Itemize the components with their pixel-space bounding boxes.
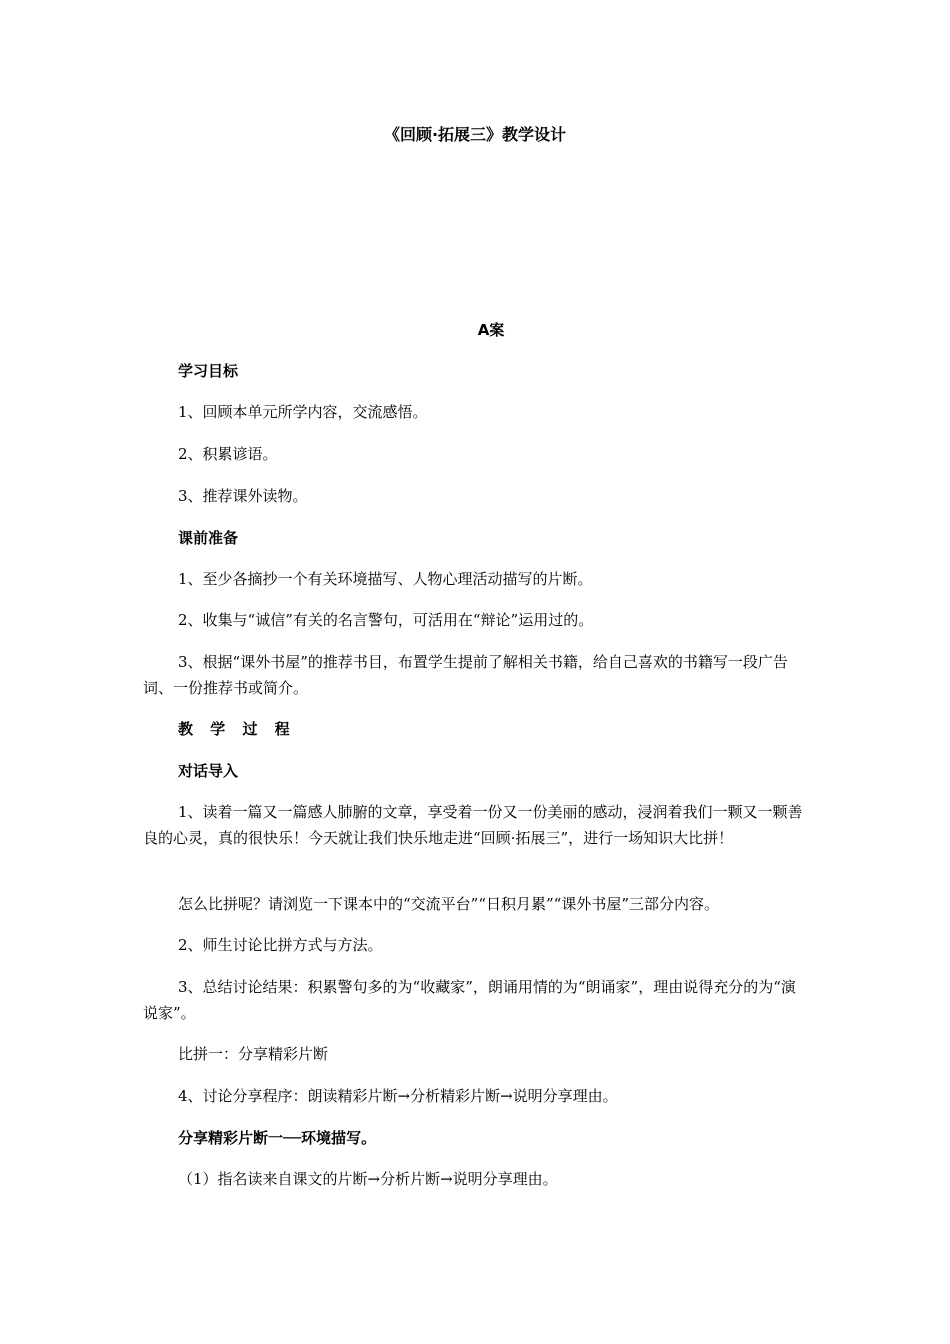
- intro-heading: 对话导入: [178, 762, 239, 780]
- goal-item: 2、积累谚语。: [178, 445, 278, 463]
- intro-paragraph: 2、师生讨论比拼方式与方法。: [178, 936, 383, 954]
- document-title: 《回顾·拓展三》教学设计: [383, 125, 567, 144]
- case-label: A案: [477, 321, 505, 339]
- intro-paragraph: 4、讨论分享程序：朗读精彩片断→分析精彩片断→说明分享理由。: [178, 1087, 618, 1105]
- intro-paragraph: 比拼一：分享精彩片断: [178, 1045, 329, 1063]
- intro-paragraph: 1、读着一篇又一篇感人肺腑的文章，享受着一份又一份美丽的感动，浸润着我们一颗又一颗善良的心灵，真的很快乐！今天就让我们快乐地走进“回顾·拓展三”，进行一场知识大比拼！: [143, 803, 803, 847]
- goals-heading: 学习目标: [178, 362, 239, 380]
- prep-heading: 课前准备: [178, 529, 239, 547]
- share-item: （1）指名读来自课文的片断→分析片断→说明分享理由。: [178, 1170, 558, 1188]
- process-heading: 教 学 过 程: [178, 720, 296, 738]
- goal-item: 3、推荐课外读物。: [178, 487, 308, 505]
- prep-item: 3、根据“课外书屋”的推荐书目，布置学生提前了解相关书籍，给自己喜欢的书籍写一段广告词、一份推荐书或简介。: [143, 653, 788, 697]
- share-heading: 分享精彩片断一──环境描写。: [178, 1129, 377, 1147]
- goal-item: 1、回顾本单元所学内容，交流感悟。: [178, 403, 428, 421]
- intro-paragraph: 怎么比拼呢？请浏览一下课本中的“交流平台”“日积月累”“课外书屋”三部分内容。: [178, 895, 720, 913]
- prep-item: 2、收集与“诚信”有关的名言警句，可活用在“辩论”运用过的。: [178, 611, 594, 629]
- intro-paragraph: 3、总结讨论结果：积累警句多的为“收藏家”，朗诵用情的为“朗诵家”，理由说得充分的为“演说家”。: [143, 978, 796, 1022]
- prep-item: 1、至少各摘抄一个有关环境描写、人物心理活动描写的片断。: [178, 570, 593, 588]
